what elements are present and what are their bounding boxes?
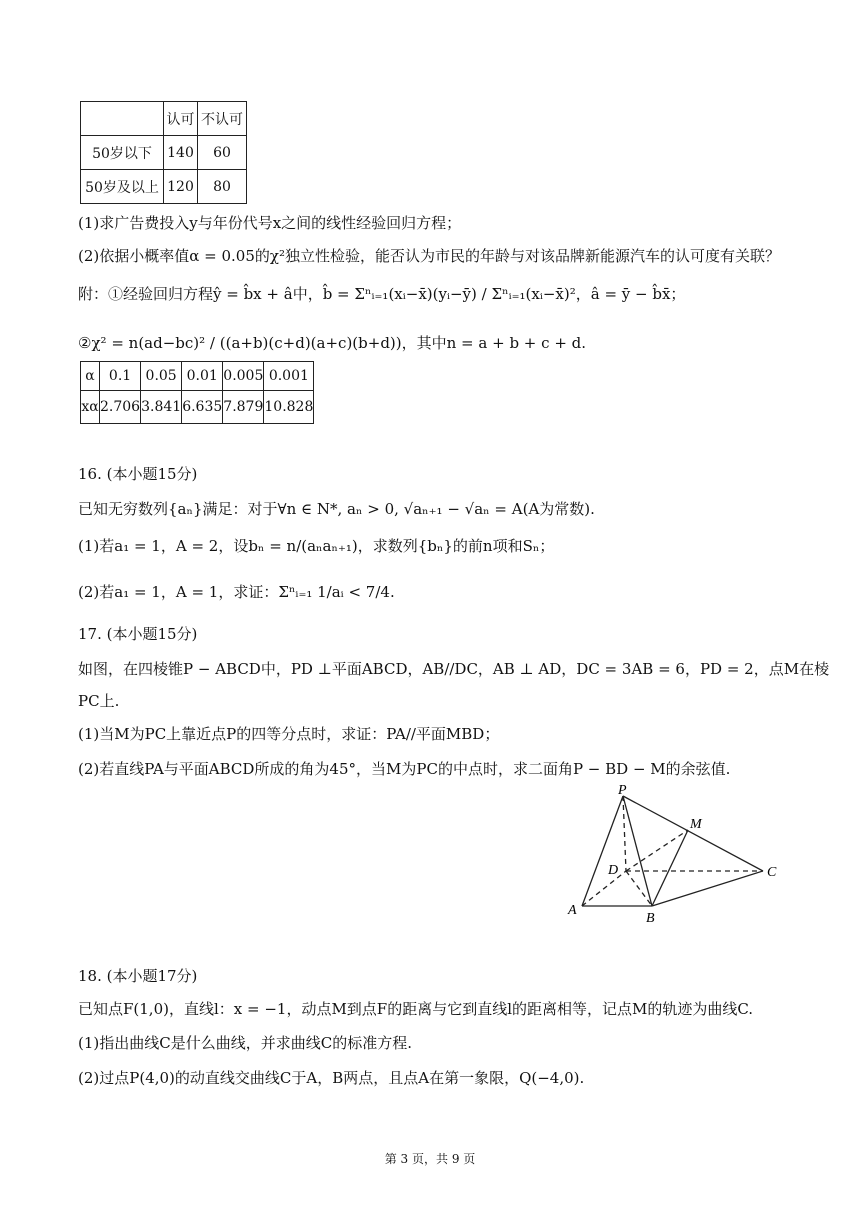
q18-part2: (2)过点P(4,0)的动直线交曲线C于A，B两点，且点A在第一象限，Q(−4,0). bbox=[78, 1069, 585, 1087]
table-header-cell bbox=[81, 102, 164, 136]
table-cell: 10.828 bbox=[264, 391, 314, 424]
table-cell: 60 bbox=[198, 136, 247, 170]
table-cell: 2.706 bbox=[100, 391, 141, 424]
vertex-label-M: M bbox=[690, 817, 702, 832]
q17-part2: (2)若直线PA与平面ABCD所成的角为45°，当M为PC的中点时，求二面角P − BD − M的余弦值. bbox=[78, 760, 731, 778]
edge-DB bbox=[626, 871, 652, 906]
survey-table bbox=[80, 101, 247, 204]
q17-part1: (1)当M为PC上靠近点P的四等分点时，求证：PA//平面MBD； bbox=[78, 725, 500, 743]
table-cell: 7.879 bbox=[223, 391, 264, 424]
table-cell: xα bbox=[81, 391, 100, 424]
table-cell: 140 bbox=[164, 136, 198, 170]
table-row bbox=[81, 170, 247, 204]
table-cell: 120 bbox=[164, 170, 198, 204]
pyramid-figure bbox=[560, 782, 790, 930]
q15-note1: 附：①经验回归方程ŷ = b̂x + â中，b̂ = Σⁿᵢ₌₁(xᵢ−x̄)(yᵢ−ȳ) / Σⁿᵢ₌₁(xᵢ−x̄)²，â = ȳ − b̂x̄； bbox=[78, 285, 686, 303]
q16-part1: (1)若a₁ = 1，A = 2，设bₙ = n/(aₙaₙ₊₁)，求数列{bₙ}的前n项和Sₙ； bbox=[78, 537, 555, 555]
table-row bbox=[81, 391, 314, 424]
q16-part2: (2)若a₁ = 1，A = 1，求证：Σⁿᵢ₌₁ 1/aᵢ < 7/4. bbox=[78, 583, 395, 601]
table-row bbox=[81, 136, 247, 170]
vertex-label-C: C bbox=[767, 865, 777, 880]
q17-title: 17. (本小题15分) bbox=[78, 625, 198, 643]
table-header-cell: 不认可 bbox=[198, 102, 247, 136]
table-header-cell: 认可 bbox=[164, 102, 198, 136]
q18-stem: 已知点F(1,0)，直线l：x = −1，动点M到点F的距离与它到直线l的距离相等，记点M的轨迹为曲线C. bbox=[78, 1000, 754, 1018]
q18-part1: (1)指出曲线C是什么曲线，并求曲线C的标准方程. bbox=[78, 1034, 412, 1052]
table-row bbox=[81, 362, 314, 391]
vertex-label-B: B bbox=[646, 911, 655, 926]
page-footer: 第 3 页，共 9 页 bbox=[384, 1152, 476, 1166]
q17-stem-line2: PC上. bbox=[78, 692, 120, 710]
q15-part1: (1)求广告费投入y与年份代号x之间的线性经验回归方程； bbox=[78, 214, 462, 232]
q15-part2: (2)依据小概率值α = 0.05的χ²独立性检验，能否认为市民的年龄与对该品牌新能源汽车的认可度有关联？ bbox=[78, 247, 780, 265]
table-cell: 0.01 bbox=[182, 362, 223, 391]
table-cell: α bbox=[81, 362, 100, 391]
table-cell: 0.05 bbox=[141, 362, 182, 391]
table-cell: 80 bbox=[198, 170, 247, 204]
vertex-label-P: P bbox=[618, 783, 627, 798]
q17-stem-line1: 如图，在四棱锥P − ABCD中，PD ⊥平面ABCD，AB//DC，AB ⊥ AD，DC = 3AB = 6，PD = 2，点M在棱 bbox=[78, 660, 830, 678]
table-cell: 0.1 bbox=[100, 362, 141, 391]
critical-value-table bbox=[80, 361, 314, 424]
q15-note2: ②χ² = n(ad−bc)² / ((a+b)(c+d)(a+c)(b+d))，其中n = a + b + c + d. bbox=[78, 334, 587, 352]
q16-stem: 已知无穷数列{aₙ}满足：对于∀n ∈ N*, aₙ > 0, √aₙ₊₁ − √aₙ = A(A为常数). bbox=[78, 500, 595, 518]
edge-PA bbox=[582, 796, 623, 906]
table-cell: 50岁以下 bbox=[81, 136, 164, 170]
table-cell: 0.001 bbox=[264, 362, 314, 391]
table-cell: 6.635 bbox=[182, 391, 223, 424]
edge-PB bbox=[623, 796, 652, 906]
table-cell: 0.005 bbox=[223, 362, 264, 391]
table-cell: 50岁及以上 bbox=[81, 170, 164, 204]
q18-title: 18. (本小题17分) bbox=[78, 967, 198, 985]
vertex-label-A: A bbox=[568, 903, 577, 918]
table-cell: 3.841 bbox=[141, 391, 182, 424]
vertex-label-D: D bbox=[608, 863, 619, 878]
q16-title: 16. (本小题15分) bbox=[78, 465, 198, 483]
edge-BM bbox=[652, 830, 688, 906]
edge-BC bbox=[652, 871, 763, 906]
